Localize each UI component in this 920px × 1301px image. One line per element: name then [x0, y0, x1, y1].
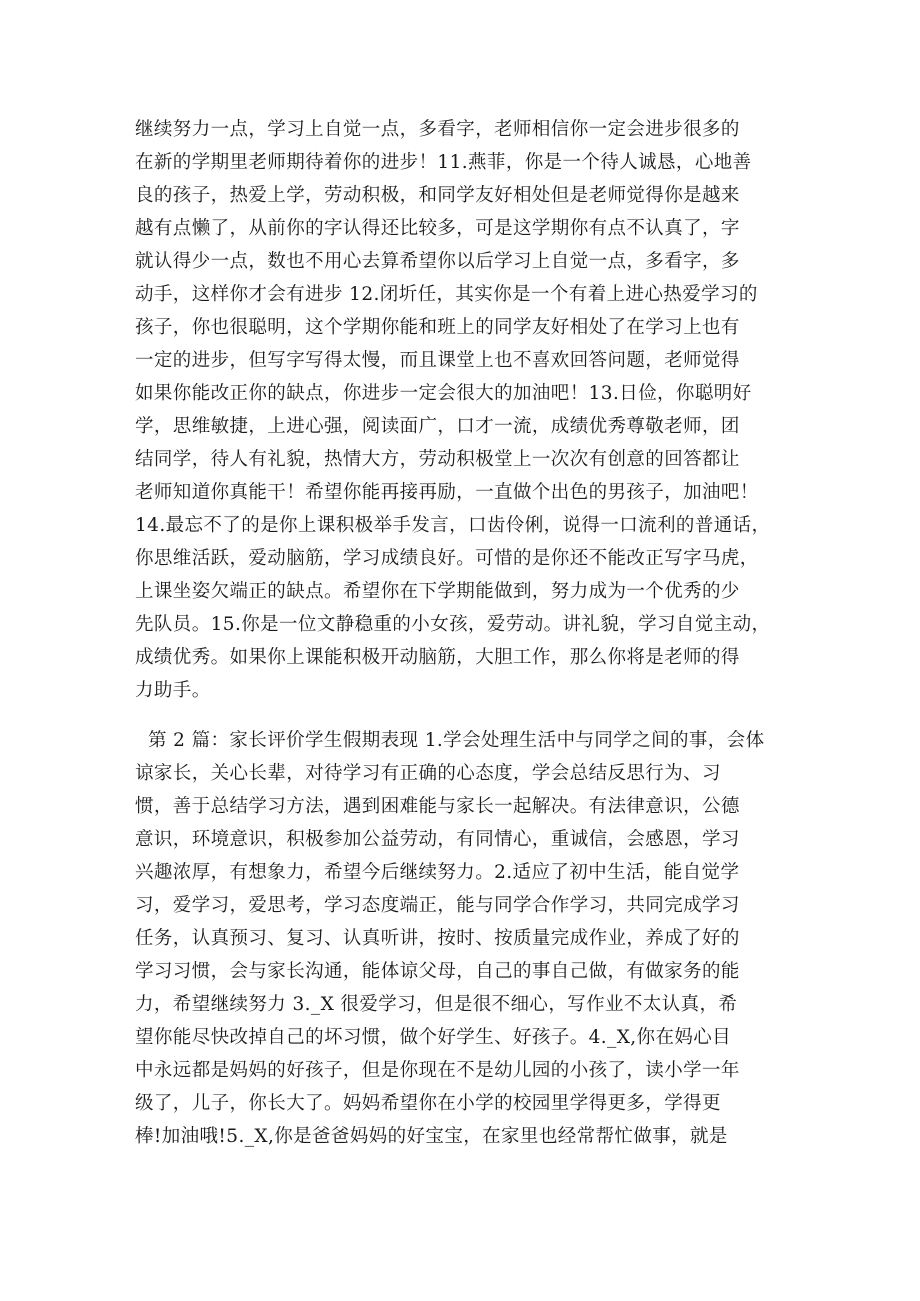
- text-line: 结同学，待人有礼貌，热情大方，劳动积极堂上一次次有创意的回答都让: [135, 449, 740, 470]
- text-line: 意识，环境意识，积极参加公益劳动，有同情心，重诚信，会感恩，学习: [135, 829, 740, 850]
- text-line: 中永远都是妈妈的好孩子，但是你现在不是幼儿园的小孩了，读小学一年: [135, 1060, 740, 1081]
- text-line: 兴趣浓厚，有想象力，希望今后继续努力。2.适应了初中生活，能自觉学: [135, 862, 740, 883]
- text-line: 学，思维敏捷，上进心强，阅读面广，口才一流，成绩优秀尊敬老师，团: [135, 416, 740, 437]
- text-line: 良的孩子，热爱上学，劳动积极，和同学友好相处但是老师觉得你是越来: [135, 185, 740, 206]
- text-line: 谅家长，关心长辈，对待学习有正确的心态度，学会总结反思行为、习: [135, 763, 721, 784]
- text-line: 先队员。15.你是一位文静稳重的小女孩，爱劳动。讲礼貌，学习自觉主动，: [135, 614, 771, 635]
- text-line: 惯，善于总结学习方法，遇到困难能与家长一起解决。有法律意识，公德: [135, 796, 740, 817]
- text-line: 越有点懒了，从前你的字认得还比较多，可是这学期你有点不认真了，字: [135, 218, 740, 239]
- section-heading-line: 第 2 篇：家长评价学生假期表现 1.学会处理生活中与同学之间的事，会体: [148, 730, 765, 751]
- text-line: 在新的学期里老师期待着你的进步！11.燕菲，你是一个待人诚恳，心地善: [135, 152, 752, 173]
- text-line: 就认得少一点，数也不用心去算希望你以后学习上自觉一点，多看字，多: [135, 251, 740, 272]
- text-line: 老师知道你真能干！希望你能再接再励，一直做个出色的男孩子，加油吧！: [135, 482, 759, 503]
- text-line: 力，希望继续努力 3._X 很爱学习，但是很不细心，写作业不太认真，希: [135, 994, 738, 1015]
- text-line: 上课坐姿欠端正的缺点。希望你在下学期能做到，努力成为一个优秀的少: [135, 581, 740, 602]
- text-line: 一定的进步，但写字写得太慢，而且课堂上也不喜欢回答问题，老师觉得: [135, 350, 740, 371]
- text-line: 任务，认真预习、复习、认真听讲，按时、按质量完成作业，养成了好的: [135, 928, 740, 949]
- text-line: 如果你能改正你的缺点，你进步一定会很大的加油吧！13.日俭，你聪明好: [135, 383, 752, 404]
- text-line: 棒!加油哦!5._X,你是爸爸妈妈的好宝宝，在家里也经常帮忙做事，就是: [135, 1126, 728, 1147]
- text-line: 学习习惯，会与家长沟通，能体谅父母，自己的事自己做，有做家务的能: [135, 961, 740, 982]
- text-line: 动手，这样你才会有进步 12.闭圻任，其实你是一个有着上进心热爱学习的: [135, 284, 758, 305]
- text-line: 继续努力一点，学习上自觉一点，多看字，老师相信你一定会进步很多的: [135, 119, 740, 140]
- text-line: 14.最忘不了的是你上课积极举手发言，口齿伶俐，说得一口流利的普通话，: [135, 515, 771, 536]
- text-line: 孩子，你也很聪明，这个学期你能和班上的同学友好相处了在学习上也有: [135, 317, 740, 338]
- text-line: 成绩优秀。如果你上课能积极开动脑筋，大胆工作，那么你将是老师的得: [135, 647, 740, 668]
- text-line: 你思维活跃，爱动脑筋，学习成绩良好。可惜的是你还不能改正写字马虎，: [135, 548, 759, 569]
- text-line: 力助手。: [135, 680, 211, 701]
- text-line: 望你能尽快改掉自己的坏习惯，做个好学生、好孩子。4._X,你在妈心目: [135, 1027, 732, 1048]
- text-line: 级了，儿子，你长大了。妈妈希望你在小学的校园里学得更多，学得更: [135, 1093, 721, 1114]
- text-line: 习，爱学习，爱思考，学习态度端正，能与同学合作学习，共同完成学习: [135, 895, 740, 916]
